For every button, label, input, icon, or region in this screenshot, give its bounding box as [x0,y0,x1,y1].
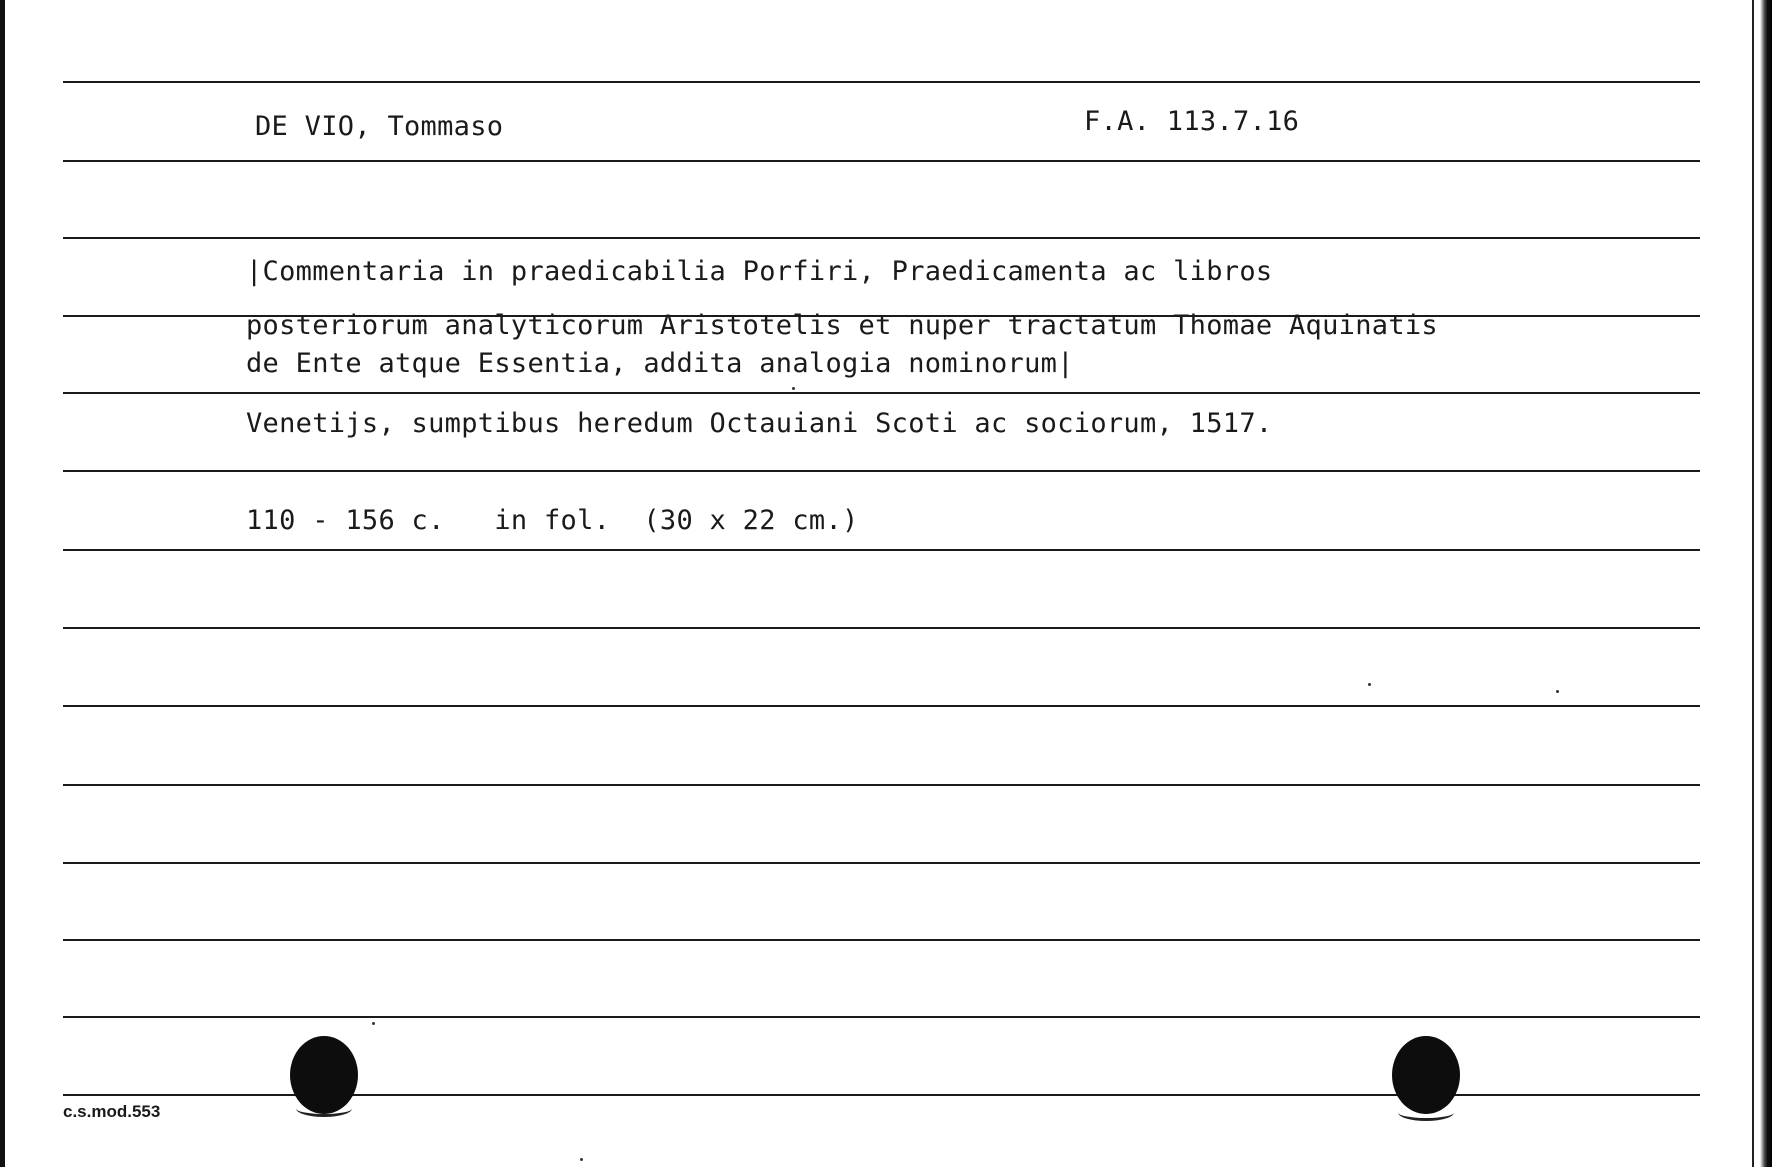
card-right-edge [1760,0,1772,1167]
scan-speck [580,1158,583,1161]
scan-speck [1556,690,1559,693]
shelfmark: F.A. 113.7.16 [1084,106,1300,137]
card-left-edge [0,0,5,1167]
ruled-line [63,470,1700,472]
ruled-line [63,392,1700,394]
author-heading: DE VIO, Tommaso [255,111,504,142]
punch-hole-right [1392,1036,1460,1114]
ruled-line [63,705,1700,707]
form-code: c.s.mod.553 [63,1102,161,1121]
ruled-line [63,862,1700,864]
ruled-line [63,160,1700,162]
punch-hole-right-shadow [1398,1104,1454,1121]
title-line-1: |Commentaria in praedicabilia Porfiri, Praedicamenta ac libros [246,256,1273,287]
scan-speck [372,1022,375,1025]
imprint-line: Venetijs, sumptibus heredum Octauiani Scoti ac sociorum, 1517. [246,408,1273,439]
ruled-line [63,549,1700,551]
card-right-edge-streak [1752,0,1754,1167]
ruled-line [63,627,1700,629]
collation-line: 110 - 156 c. in fol. (30 x 22 cm.) [246,505,859,536]
title-line-2: posteriorum analyticorum Aristotelis et nuper tractatum Thomae Aquinatis [246,310,1438,341]
ruled-line [63,237,1700,239]
punch-hole-left-shadow [296,1100,352,1117]
scan-speck [792,387,795,390]
scan-speck [1368,683,1371,686]
ruled-line [63,81,1700,83]
title-line-3: de Ente atque Essentia, addita analogia nominorum| [246,348,1074,379]
ruled-line [63,1016,1700,1018]
ruled-line [63,784,1700,786]
ruled-line [63,939,1700,941]
